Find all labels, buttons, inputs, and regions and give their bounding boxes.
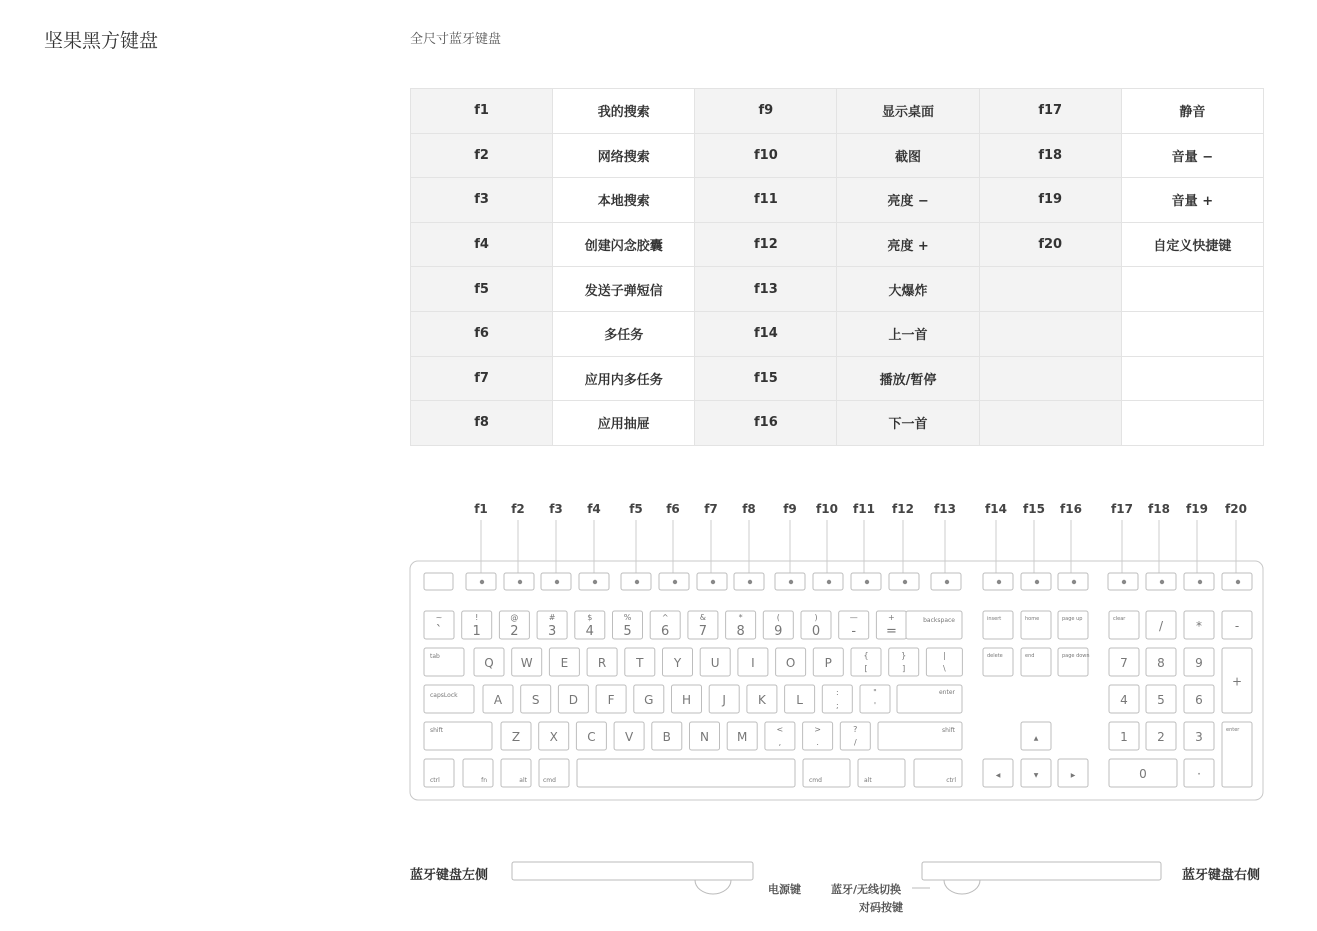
letter-glyph: B <box>662 730 671 744</box>
function-key-icon <box>903 580 907 584</box>
numpad-label: 9 <box>1195 656 1203 670</box>
key-bottom-glyph: 1 <box>472 624 481 639</box>
arrow-left-icon: ◀ <box>995 772 1001 779</box>
letter-glyph: L <box>796 693 803 707</box>
backspace-label: backspace <box>923 617 955 624</box>
key-bottom-glyph: = <box>885 624 897 639</box>
key-top-glyph: ~ <box>435 613 443 622</box>
letter-glyph: A <box>493 693 503 707</box>
function-key-icon <box>748 580 752 584</box>
nav-label: end <box>1025 653 1035 659</box>
letter-glyph: Z <box>511 730 521 744</box>
fkey-label: f20 <box>1225 502 1247 516</box>
numpad-label: clear <box>1113 616 1126 622</box>
function-label-cell: 创建闪念胶囊 <box>553 222 695 267</box>
fkey-label: f4 <box>587 502 601 516</box>
page-subtitle: 全尺寸蓝牙键盘 <box>410 32 502 47</box>
alt-label: alt <box>864 777 872 784</box>
letter-glyph: K <box>757 693 766 707</box>
numpad-label: 8 <box>1157 656 1165 670</box>
key-top-glyph: " <box>873 688 877 697</box>
key-bottom-glyph: / <box>853 738 857 747</box>
backspace-key <box>906 611 962 639</box>
fn-key <box>463 759 493 787</box>
letter-glyph: M <box>737 730 748 744</box>
ctrl-label: ctrl <box>946 777 956 784</box>
fkey-label: f16 <box>1060 502 1082 516</box>
numpad-label: 0 <box>1139 767 1147 781</box>
key-top-glyph: > <box>814 725 821 734</box>
fkey-label: f11 <box>853 502 875 516</box>
letter-glyph: H <box>681 693 692 707</box>
fkey-cell: f5 <box>411 267 553 312</box>
numpad-label: - <box>1234 619 1240 633</box>
function-key-icon <box>593 580 597 584</box>
key-bottom-glyph: 3 <box>547 624 557 639</box>
key-top-glyph: * <box>738 613 743 622</box>
function-label-cell: 大爆炸 <box>837 267 979 312</box>
function-key-icon <box>480 580 484 584</box>
fkey-label: f6 <box>666 502 680 516</box>
right-side-foot <box>944 880 980 894</box>
nav-label: page down <box>1062 653 1090 659</box>
letter-glyph: R <box>597 656 607 670</box>
fkey-cell: f14 <box>695 311 837 356</box>
key-top-glyph: ! <box>475 613 479 622</box>
fkey-label: f9 <box>783 502 797 516</box>
key-bottom-glyph: ' <box>873 701 877 710</box>
numpad-label: 1 <box>1120 730 1128 744</box>
nav-label: home <box>1025 616 1040 622</box>
fn-label: fn <box>481 777 487 784</box>
key-top-glyph: ^ <box>661 613 669 622</box>
letter-glyph: V <box>624 730 634 744</box>
nav-label: page up <box>1062 616 1083 622</box>
letter-glyph: E <box>560 656 569 670</box>
key-bottom-glyph: . <box>816 738 819 747</box>
power-key-label: 电源键 <box>768 883 801 896</box>
fkey-cell: f20 <box>979 222 1121 267</box>
function-label-cell: 发送子弹短信 <box>553 267 695 312</box>
cmd-label: cmd <box>543 777 556 784</box>
letter-glyph: T <box>636 656 644 670</box>
function-label-cell: 亮度 + <box>837 222 979 267</box>
pair-key-label: 对码按键 <box>859 901 903 914</box>
function-key-icon <box>789 580 793 584</box>
numpad-label: · <box>1197 767 1201 781</box>
key-top-glyph: — <box>849 613 858 622</box>
key-bottom-glyph: , <box>778 738 782 747</box>
capslock-key <box>424 685 474 713</box>
left-side-view <box>512 862 753 880</box>
numpad-label: 6 <box>1195 693 1203 707</box>
function-key-icon <box>673 580 677 584</box>
numpad-label: 3 <box>1195 730 1203 744</box>
key-bottom-glyph: 0 <box>811 624 821 639</box>
fkey-label: f14 <box>985 502 1007 516</box>
fkey-cell: f15 <box>695 356 837 401</box>
function-key-icon <box>711 580 715 584</box>
function-key-icon <box>1072 580 1076 584</box>
function-key-icon <box>1122 580 1126 584</box>
function-key-icon <box>1035 580 1039 584</box>
fkey-label: f10 <box>816 502 838 516</box>
function-label-cell: 我的搜索 <box>553 89 695 134</box>
key-top-glyph: : <box>835 688 839 697</box>
key-top-glyph: | <box>943 651 946 660</box>
function-label-cell: 显示桌面 <box>837 89 979 134</box>
function-key-icon <box>555 580 559 584</box>
function-label-cell: 应用内多任务 <box>553 356 695 401</box>
key-bottom-glyph: 8 <box>736 624 745 639</box>
key-top-glyph: } <box>901 651 907 660</box>
numpad-label: 5 <box>1157 693 1165 707</box>
key-top-glyph: ( <box>776 613 780 622</box>
key-bottom-glyph: 4 <box>585 624 594 639</box>
key-bottom-glyph: [ <box>864 664 868 673</box>
fkey-cell: f6 <box>411 311 553 356</box>
fkey-cell: f4 <box>411 222 553 267</box>
numpad-label: + <box>1231 674 1243 689</box>
page-title: 坚果黑方键盘 <box>44 30 159 52</box>
numpad-label: / <box>1158 619 1164 633</box>
esc-key <box>424 573 453 590</box>
letter-glyph: F <box>607 693 615 707</box>
arrow-up-icon: ▲ <box>1033 735 1039 742</box>
key-top-glyph: % <box>623 613 632 622</box>
fkey-cell: f9 <box>695 89 837 134</box>
letter-glyph: J <box>722 693 726 707</box>
function-key-icon <box>945 580 949 584</box>
fkey-cell: f17 <box>979 89 1121 134</box>
fkey-cell: f3 <box>411 178 553 223</box>
numpad-label: * <box>1196 619 1202 633</box>
numpad-label: 4 <box>1120 693 1128 707</box>
left-side-foot <box>695 880 731 894</box>
function-key-icon <box>518 580 522 584</box>
key-bottom-glyph: ` <box>435 624 443 639</box>
alt-label: alt <box>519 777 527 784</box>
key-top-glyph: < <box>776 725 784 734</box>
tab-label: tab <box>430 653 440 660</box>
capslock-label: capsLock <box>430 692 458 699</box>
fkey-label: f18 <box>1148 502 1170 516</box>
letter-glyph: N <box>700 730 709 744</box>
fkey-label: f13 <box>934 502 956 516</box>
function-key-icon <box>1160 580 1164 584</box>
fkey-label: f1 <box>474 502 488 516</box>
right-side-label: 蓝牙键盘右侧 <box>1182 868 1261 883</box>
key-bottom-glyph: 7 <box>698 624 708 639</box>
key-bottom-glyph: ] <box>902 664 906 673</box>
fkey-cell: f11 <box>695 178 837 223</box>
key-bottom-glyph: 5 <box>623 624 632 639</box>
fkey-cell: f18 <box>979 133 1121 178</box>
key-top-glyph: + <box>888 613 895 622</box>
key-top-glyph: @ <box>510 613 519 622</box>
fkey-label: f3 <box>549 502 563 516</box>
left-side-label: 蓝牙键盘左侧 <box>410 868 489 883</box>
function-key-icon <box>997 580 1001 584</box>
function-label-cell: 自定义快捷键 <box>1121 222 1263 267</box>
fkey-label: f19 <box>1186 502 1208 516</box>
key-bottom-glyph: 6 <box>661 624 670 639</box>
function-key-icon <box>635 580 639 584</box>
key-top-glyph: & <box>699 613 707 622</box>
fkey-label: f7 <box>704 502 718 516</box>
function-key-icon <box>865 580 869 584</box>
arrow-right-icon: ▶ <box>1070 772 1076 779</box>
letter-glyph: Q <box>484 656 494 670</box>
cmd-label: cmd <box>809 777 822 784</box>
fkey-cell: f2 <box>411 133 553 178</box>
key-top-glyph: ) <box>814 613 818 622</box>
letter-glyph: S <box>531 693 540 707</box>
fkey-cell: f7 <box>411 356 553 401</box>
function-label-cell: 应用抽屉 <box>553 401 695 446</box>
numpad-label: enter <box>1226 727 1240 733</box>
arrow-down-icon: ▼ <box>1033 772 1039 779</box>
key-top-glyph: $ <box>587 613 593 622</box>
function-label-cell: 音量 + <box>1121 178 1263 223</box>
letter-glyph: U <box>710 656 720 670</box>
function-label-cell: 截图 <box>837 133 979 178</box>
function-label-cell: 音量 − <box>1121 133 1263 178</box>
function-label-cell: 多任务 <box>553 311 695 356</box>
letter-glyph: O <box>785 656 796 670</box>
letter-glyph: W <box>520 656 533 670</box>
function-label-cell: 静音 <box>1121 89 1263 134</box>
fkey-cell: f16 <box>695 401 837 446</box>
letter-glyph: Y <box>673 656 682 670</box>
numpad-label: 7 <box>1120 656 1128 670</box>
fkey-label: f17 <box>1111 502 1133 516</box>
letter-glyph: X <box>549 730 558 744</box>
fkey-label: f2 <box>511 502 525 516</box>
function-label-cell: 网络搜索 <box>553 133 695 178</box>
switch-key-label: 蓝牙/无线切换 <box>831 883 902 896</box>
function-label-cell: 亮度 − <box>837 178 979 223</box>
key-top-glyph: # <box>548 613 556 622</box>
fkey-cell: f13 <box>695 267 837 312</box>
fkey-label: f5 <box>629 502 643 516</box>
function-label-cell: 上一首 <box>837 311 979 356</box>
letter-glyph: C <box>587 730 596 744</box>
letter-glyph: P <box>824 656 832 670</box>
function-label-cell: 下一首 <box>837 401 979 446</box>
fkey-cell: f10 <box>695 133 837 178</box>
key-bottom-glyph: 2 <box>510 624 519 639</box>
fkey-label: f8 <box>742 502 756 516</box>
key-bottom-glyph: \ <box>943 664 946 673</box>
function-label-cell: 播放/暂停 <box>837 356 979 401</box>
fkey-cell: f12 <box>695 222 837 267</box>
space-key <box>577 759 795 787</box>
letter-glyph: I <box>751 656 755 670</box>
fkey-cell: f1 <box>411 89 553 134</box>
key-top-glyph: ? <box>853 725 858 734</box>
ctrl-label: ctrl <box>430 777 440 784</box>
function-key-icon <box>1236 580 1240 584</box>
letter-glyph: G <box>644 693 654 707</box>
nav-label: insert <box>987 616 1002 622</box>
fkey-label: f15 <box>1023 502 1045 516</box>
enter-label: enter <box>938 689 955 696</box>
function-key-icon <box>1198 580 1202 584</box>
key-bottom-glyph: - <box>851 624 857 639</box>
letter-glyph: D <box>568 693 579 707</box>
key-bottom-glyph: 9 <box>774 624 783 639</box>
numpad-label: 2 <box>1157 730 1165 744</box>
fkey-cell: f8 <box>411 401 553 446</box>
key-top-glyph: { <box>863 651 869 660</box>
fkey-label: f12 <box>892 502 914 516</box>
right-side-view <box>922 862 1161 880</box>
shift-label: shift <box>942 727 955 734</box>
function-key-icon <box>827 580 831 584</box>
shift-label: shift <box>430 727 443 734</box>
function-label-cell: 本地搜索 <box>553 178 695 223</box>
key-bottom-glyph: ; <box>835 701 839 710</box>
fkey-cell: f19 <box>979 178 1121 223</box>
nav-label: delete <box>987 653 1003 659</box>
